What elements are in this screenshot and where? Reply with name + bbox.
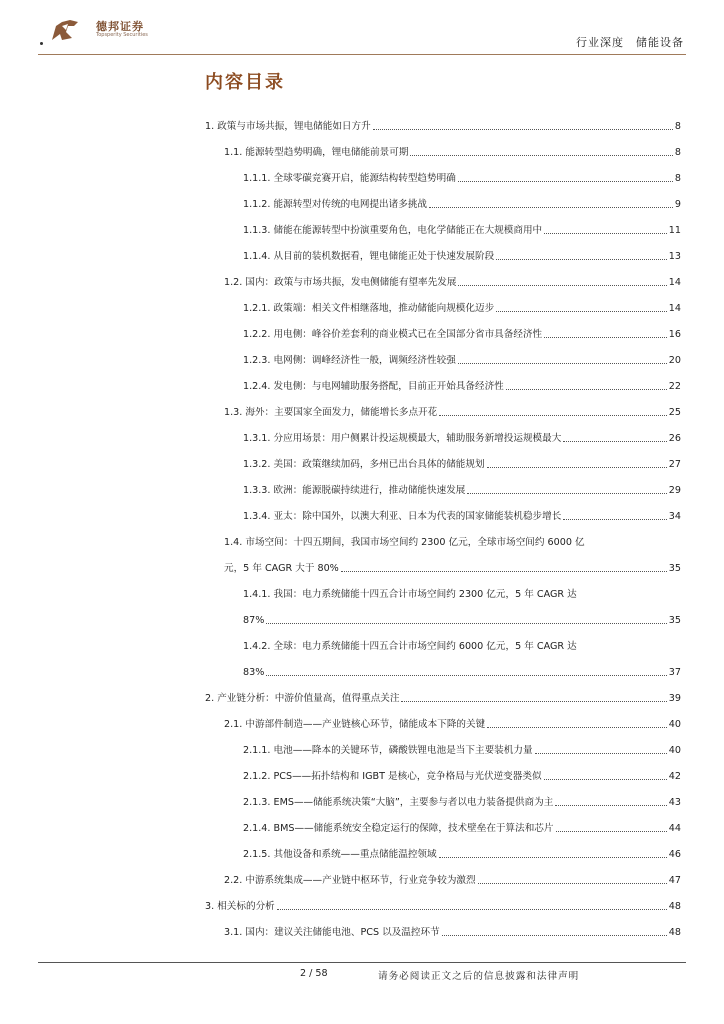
header-divider [38, 54, 686, 55]
toc-entry[interactable] [205, 497, 681, 523]
toc-entry[interactable] [205, 211, 681, 237]
toc-page-number: 26 [668, 433, 681, 444]
toc-entry-label: 2.1.3. EMS——储能系统决策“大脑”，主要参与者以电力装备提供商为主 [243, 797, 554, 808]
toc-leader-dots [563, 519, 666, 520]
toc-leader-dots [410, 155, 672, 156]
toc-entry[interactable] [205, 289, 681, 315]
toc-entry-label: 1. 政策与市场共振，锂电储能如日方升 [205, 121, 371, 132]
toc-leader-dots [458, 181, 673, 182]
toc-page-number: 13 [668, 251, 681, 262]
page-header [0, 0, 724, 60]
toc-entry[interactable] [205, 237, 681, 263]
toc-entry-label: 1.3.2. 美国：政策继续加码，多州已出台具体的储能规划 [243, 459, 485, 470]
toc-page-number: 40 [668, 745, 681, 756]
toc-entry[interactable] [205, 471, 681, 497]
table-of-contents [205, 107, 681, 939]
toc-page-number: 35 [668, 615, 681, 626]
toc-page-number: 35 [668, 563, 681, 574]
toc-entry-label-cont: 83% [243, 667, 265, 678]
toc-entry-label: 1.4.2. 全球：电力系统储能十四五合计市场空间约 6000 亿元，5 年 CAGR 达 [243, 641, 577, 652]
toc-entry-label: 1.4.1. 我国：电力系统储能十四五合计市场空间约 2300 亿元，5 年 CAGR 达 [243, 589, 577, 600]
toc-entry-continuation[interactable] [205, 653, 681, 679]
toc-entry-label: 1.1.3. 储能在能源转型中扮演重要角色，电化学储能正在大规模商用中 [243, 225, 543, 236]
toc-entry-continuation[interactable] [205, 549, 681, 575]
brand-name: 德邦证券 [96, 20, 144, 33]
toc-entry[interactable] [205, 523, 681, 549]
toc-entry[interactable] [205, 445, 681, 471]
toc-entry-label: 3. 相关标的分析 [205, 901, 275, 912]
toc-entry[interactable] [205, 419, 681, 445]
toc-entry[interactable] [205, 861, 681, 887]
toc-page-number: 43 [668, 797, 681, 808]
toc-leader-dots [442, 935, 667, 936]
toc-leader-dots [563, 441, 666, 442]
toc-title: 内容目录 [205, 72, 285, 93]
toc-entry[interactable] [205, 757, 681, 783]
toc-page-number: 47 [668, 875, 681, 886]
toc-leader-dots [266, 623, 666, 624]
toc-entry[interactable] [205, 367, 681, 393]
toc-entry-label: 2.1. 中游部件制造——产业链核心环节，储能成本下降的关键 [224, 719, 486, 730]
toc-leader-dots [458, 285, 666, 286]
toc-leader-dots [341, 571, 667, 572]
toc-entry-label: 1.1.1. 全球零碳竞赛开启，能源结构转型趋势明确 [243, 173, 456, 184]
toc-entry-label-cont: 元，5 年 CAGR 大于 80% [224, 563, 339, 574]
toc-leader-dots [544, 337, 667, 338]
toc-entry[interactable] [205, 835, 681, 861]
toc-page-number: 14 [668, 303, 681, 314]
toc-leader-dots [544, 779, 667, 780]
toc-page-number: 40 [668, 719, 681, 730]
toc-leader-dots [496, 259, 667, 260]
toc-page-number: 46 [668, 849, 681, 860]
page-number: 2 / 58 [300, 968, 328, 979]
toc-entry-label: 1.1.2. 能源转型对传统的电网提出诸多挑战 [243, 199, 428, 210]
toc-entry-label: 2.1.5. 其他设备和系统——重点储能温控领域 [243, 849, 437, 860]
toc-leader-dots [467, 493, 666, 494]
toc-entry-label: 2.1.4. BMS——储能系统安全稳定运行的保障，技术壁垒在于算法和芯片 [243, 823, 554, 834]
toc-leader-dots [429, 207, 673, 208]
company-logo-icon [48, 16, 82, 44]
bullet-dot [40, 42, 43, 45]
toc-page-number: 25 [668, 407, 681, 418]
toc-entry[interactable] [205, 887, 681, 913]
toc-entry-label: 1.2.4. 发电侧：与电网辅助服务搭配，目前正开始具备经济性 [243, 381, 504, 392]
toc-leader-dots [439, 857, 667, 858]
toc-entry[interactable] [205, 627, 681, 653]
toc-entry[interactable] [205, 575, 681, 601]
toc-entry[interactable] [205, 731, 681, 757]
toc-page-number: 8 [674, 173, 681, 184]
toc-entry-label: 1.3.1. 分应用场景：用户侧累计投运规模最大，辅助服务新增投运规模最大 [243, 433, 562, 444]
toc-leader-dots [496, 311, 667, 312]
toc-entry-label: 1.3.4. 亚太：除中国外，以澳大利亚、日本为代表的国家储能装机稳步增长 [243, 511, 562, 522]
toc-entry[interactable] [205, 393, 681, 419]
toc-page-number: 16 [668, 329, 681, 340]
toc-entry[interactable] [205, 263, 681, 289]
toc-page-number: 8 [674, 147, 681, 158]
toc-leader-dots [487, 467, 667, 468]
toc-entry-label: 1.3. 海外：主要国家全面发力，储能增长多点开花 [224, 407, 438, 418]
toc-leader-dots [277, 909, 667, 910]
toc-entry-label: 1.1.4. 从目前的装机数据看，锂电储能正处于快速发展阶段 [243, 251, 495, 262]
toc-leader-dots [458, 363, 667, 364]
toc-entry-label: 3.1. 国内：建议关注储能电池、PCS 以及温控环节 [224, 927, 440, 938]
toc-leader-dots [401, 701, 666, 702]
toc-leader-dots [487, 727, 667, 728]
toc-leader-dots [439, 415, 667, 416]
toc-page-number: 9 [674, 199, 681, 210]
toc-entry-label: 1.3.3. 欧洲：能源脱碳持续进行，推动储能快速发展 [243, 485, 466, 496]
toc-page-number: 42 [668, 771, 681, 782]
toc-page-number: 48 [668, 901, 681, 912]
toc-entry[interactable] [205, 133, 681, 159]
toc-leader-dots [556, 831, 667, 832]
toc-leader-dots [506, 389, 667, 390]
report-category: 行业深度 储能设备 [576, 36, 684, 49]
toc-entry-label: 1.2. 国内：政策与市场共振，发电侧储能有望率先发展 [224, 277, 457, 288]
toc-entry-label: 2.2. 中游系统集成——产业链中枢环节，行业竞争较为激烈 [224, 875, 476, 886]
toc-entry[interactable] [205, 315, 681, 341]
toc-entry-label: 1.2.3. 电网侧：调峰经济性一般，调频经济性较强 [243, 355, 456, 366]
toc-entry[interactable] [205, 185, 681, 211]
toc-page-number: 22 [668, 381, 681, 392]
toc-entry[interactable] [205, 705, 681, 731]
toc-entry-label: 2.1.2. PCS——拓扑结构和 IGBT 是核心，竞争格局与光伏逆变器类似 [243, 771, 542, 782]
toc-leader-dots [373, 129, 673, 130]
toc-page-number: 39 [668, 693, 681, 704]
toc-page-number: 37 [668, 667, 681, 678]
toc-leader-dots [555, 805, 666, 806]
brand-name-en: Topsperity Securities [96, 32, 148, 38]
toc-page-number: 48 [668, 927, 681, 938]
toc-entry-label: 2.1.1. 电池——降本的关键环节，磷酸铁锂电池是当下主要装机力量 [243, 745, 533, 756]
toc-entry[interactable] [205, 107, 681, 133]
toc-leader-dots [478, 883, 667, 884]
toc-entry[interactable] [205, 809, 681, 835]
toc-entry[interactable] [205, 341, 681, 367]
footer-divider [38, 962, 686, 963]
toc-page-number: 11 [668, 225, 681, 236]
toc-entry[interactable] [205, 679, 681, 705]
toc-entry-label: 2. 产业链分析：中游价值量高，值得重点关注 [205, 693, 400, 704]
toc-entry-label-cont: 87% [243, 615, 265, 626]
toc-entry[interactable] [205, 913, 681, 939]
toc-leader-dots [266, 675, 666, 676]
toc-entry-label: 1.2.2. 用电侧：峰谷价差套利的商业模式已在全国部分省市具备经济性 [243, 329, 543, 340]
toc-entry-label: 1.4. 市场空间：十四五期间，我国市场空间约 2300 亿元，全球市场空间约 6000 亿 [224, 537, 585, 548]
toc-entry-label: 1.1. 能源转型趋势明确，锂电储能前景可期 [224, 147, 409, 158]
footer-disclaimer: 请务必阅读正文之后的信息披露和法律声明 [378, 971, 580, 982]
toc-entry-label: 1.2.1. 政策端：相关文件相继落地，推动储能向规模化迈步 [243, 303, 495, 314]
toc-page-number: 8 [674, 121, 681, 132]
toc-page-number: 14 [668, 277, 681, 288]
toc-page-number: 34 [668, 511, 681, 522]
toc-entry[interactable] [205, 159, 681, 185]
toc-leader-dots [544, 233, 667, 234]
toc-entry-continuation[interactable] [205, 601, 681, 627]
toc-entry[interactable] [205, 783, 681, 809]
toc-leader-dots [535, 753, 667, 754]
toc-page-number: 27 [668, 459, 681, 470]
toc-page-number: 44 [668, 823, 681, 834]
toc-page-number: 20 [668, 355, 681, 366]
toc-page-number: 29 [668, 485, 681, 496]
